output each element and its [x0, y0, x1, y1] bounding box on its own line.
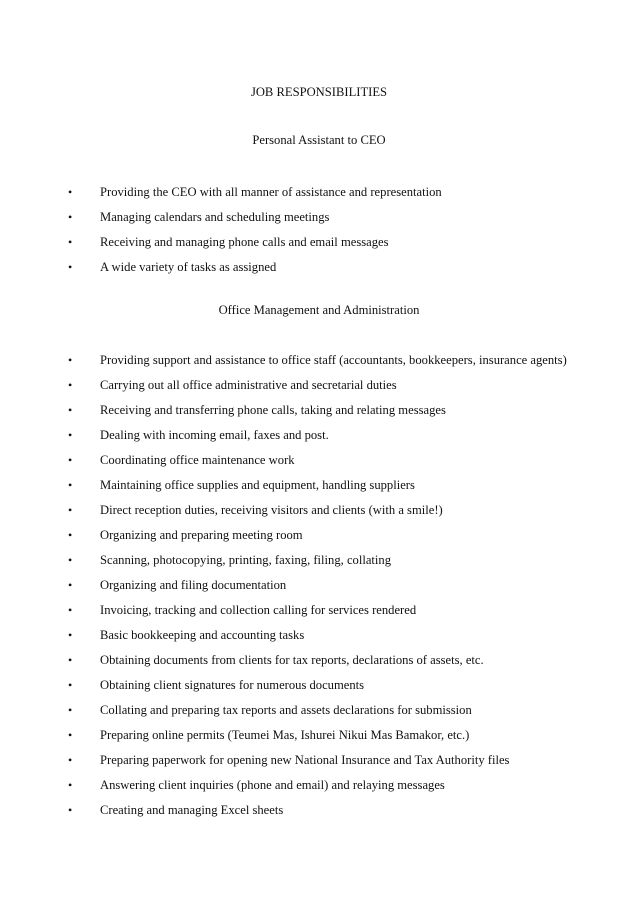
list-item-text: Maintaining office supplies and equipment, handling suppliers	[100, 478, 415, 492]
list-item-text: Preparing online permits (Teumei Mas, Ishurei Nikui Mas Bamakor, etc.)	[100, 728, 470, 742]
list-item	[0, 623, 580, 648]
bullet-icon: •	[68, 678, 73, 692]
list-item-text: Organizing and preparing meeting room	[100, 528, 303, 542]
section-heading-personal-assistant: Personal Assistant to CEO	[252, 133, 386, 147]
list-item-text: Invoicing, tracking and collection calling for services rendered	[100, 603, 417, 617]
list-item-text: Direct reception duties, receiving visitors and clients (with a smile!)	[100, 503, 443, 517]
bullet-icon: •	[68, 503, 73, 517]
list-item	[0, 373, 580, 398]
bullet-icon: •	[68, 628, 73, 642]
list-item	[0, 473, 580, 498]
list-item	[0, 398, 580, 423]
bullet-icon: •	[68, 478, 73, 492]
bullet-icon: •	[68, 703, 73, 717]
list-item	[0, 673, 580, 698]
list-item-text: Providing support and assistance to office staff (accountants, bookkeepers, insurance agents)	[100, 353, 567, 367]
list-item	[0, 748, 580, 773]
list-item-text: Coordinating office maintenance work	[100, 453, 295, 467]
list-item-text: Obtaining client signatures for numerous documents	[100, 678, 365, 692]
list-item-text: Managing calendars and scheduling meetings	[100, 210, 330, 224]
bullet-icon: •	[68, 553, 73, 567]
bullet-icon: •	[68, 578, 73, 592]
list-item-text: Carrying out all office administrative and secretarial duties	[100, 378, 397, 392]
bullet-icon: •	[68, 603, 73, 617]
list-item	[0, 523, 580, 548]
bullet-icon: •	[68, 185, 73, 199]
bullet-icon: •	[68, 210, 73, 224]
bullet-icon: •	[68, 453, 73, 467]
bullet-list-personal-assistant	[0, 180, 638, 280]
bullet-icon: •	[68, 803, 73, 817]
list-item-text: Basic bookkeeping and accounting tasks	[100, 628, 305, 642]
bullet-icon: •	[68, 353, 73, 367]
list-item	[0, 498, 580, 523]
list-item	[0, 548, 580, 573]
bullet-icon: •	[68, 528, 73, 542]
bullet-list-office-management	[0, 348, 638, 823]
list-item	[0, 423, 580, 448]
list-item	[0, 598, 580, 623]
bullet-icon: •	[68, 728, 73, 742]
list-item	[0, 723, 580, 748]
list-item	[0, 448, 580, 473]
list-item	[0, 798, 580, 823]
list-item-text: Receiving and managing phone calls and email messages	[100, 235, 389, 249]
list-item	[0, 648, 580, 673]
bullet-icon: •	[68, 235, 73, 249]
list-item	[0, 230, 580, 255]
list-item-text: Receiving and transferring phone calls, taking and relating messages	[100, 403, 446, 417]
list-item-text: Scanning, photocopying, printing, faxing, filing, collating	[100, 553, 392, 567]
bullet-icon: •	[68, 753, 73, 767]
list-item-text: Creating and managing Excel sheets	[100, 803, 284, 817]
bullet-icon: •	[68, 403, 73, 417]
bullet-icon: •	[68, 778, 73, 792]
list-item	[0, 205, 580, 230]
list-item	[0, 573, 580, 598]
list-item-text: Collating and preparing tax reports and assets declarations for submission	[100, 703, 472, 717]
bullet-icon: •	[68, 260, 73, 274]
section-heading-office-management: Office Management and Administration	[218, 303, 420, 317]
list-item-text: Preparing paperwork for opening new National Insurance and Tax Authority files	[100, 753, 510, 767]
list-item-text: A wide variety of tasks as assigned	[100, 260, 277, 274]
list-item	[0, 698, 580, 723]
list-item-text: Obtaining documents from clients for tax reports, declarations of assets, etc.	[100, 653, 484, 667]
bullet-icon: •	[68, 428, 73, 442]
bullet-icon: •	[68, 378, 73, 392]
list-item	[0, 773, 580, 798]
document-title: JOB RESPONSIBILITIES	[250, 85, 388, 99]
list-item	[0, 255, 580, 280]
list-item-text: Answering client inquiries (phone and email) and relaying messages	[100, 778, 445, 792]
list-item	[0, 348, 580, 373]
list-item	[0, 180, 580, 205]
bullet-icon: •	[68, 653, 73, 667]
list-item-text: Providing the CEO with all manner of assistance and representation	[100, 185, 442, 199]
list-item-text: Dealing with incoming email, faxes and post.	[100, 428, 329, 442]
list-item-text: Organizing and filing documentation	[100, 578, 287, 592]
